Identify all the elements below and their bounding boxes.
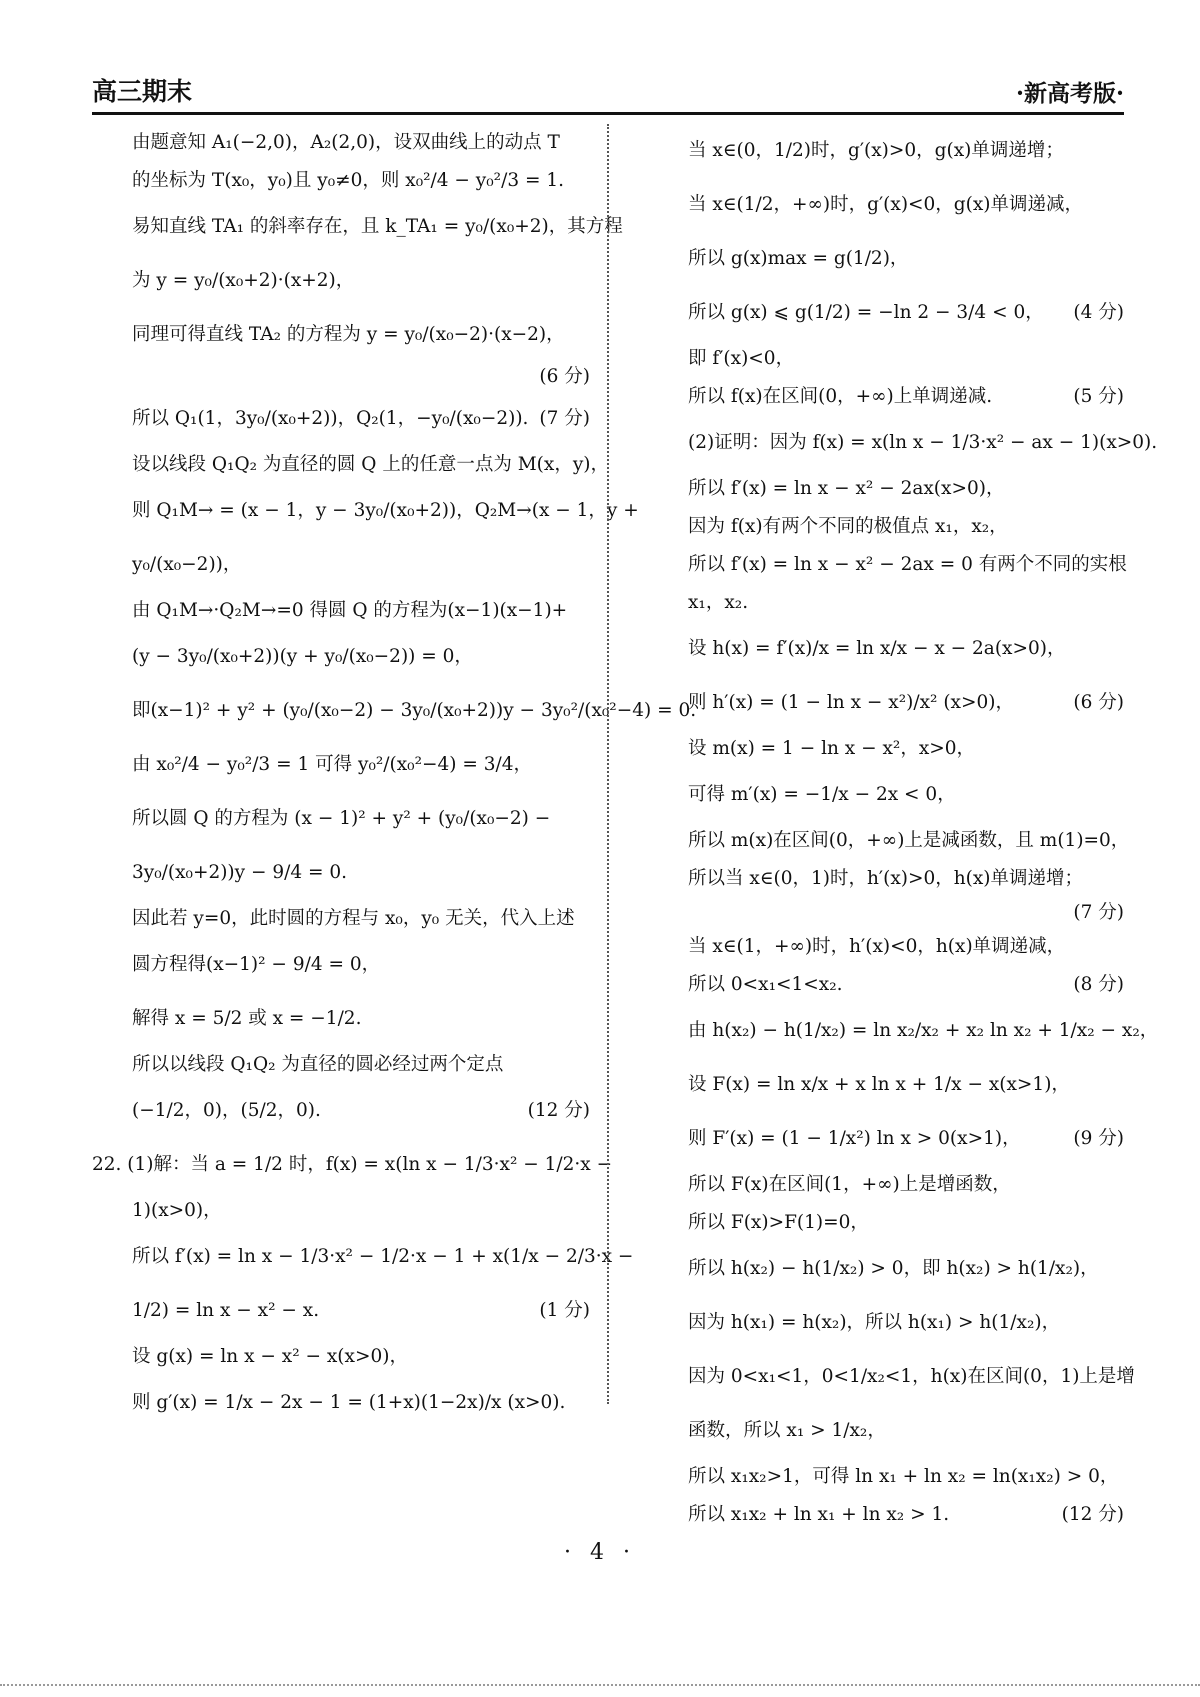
solution-line: [92, 362, 590, 392]
solution-line: [92, 484, 639, 538]
line-text: 1/2) = ln x − x² − x.: [132, 1300, 320, 1321]
solution-line: [648, 470, 1124, 508]
solution-line: [648, 1004, 1159, 1058]
score-mark: (7 分): [1073, 902, 1124, 923]
score-mark: (6 分): [539, 366, 590, 387]
solution-line: [92, 1192, 590, 1230]
line-text: 则 g′(x) = 1/x − 2x − 1 = (1+x)(1−2x)/x (x>0).: [132, 1392, 566, 1413]
line-text: 所以圆 Q 的方程为 (x − 1)² + y² + (y₀/(x₀−2) −: [132, 808, 551, 829]
solution-line: [92, 592, 590, 630]
solution-line: [648, 928, 1124, 966]
solution-line: [648, 966, 1124, 1004]
line-text: 设 F(x) = ln x/x + x ln x + 1/x − x(x>1)，: [688, 1074, 1070, 1095]
solution-line: [648, 1242, 1124, 1296]
solution-line: [92, 1084, 590, 1138]
line-text: 由 x₀²/4 − y₀²/3 = 1 可得 y₀²/(x₀²−4) = 3/4，: [132, 754, 533, 775]
line-text: 所以 h(x₂) − h(1/x₂) > 0，即 h(x₂) > h(1/x₂)，: [688, 1258, 1099, 1279]
solution-line: [648, 1166, 1124, 1204]
line-text: 因为 h(x₁) = h(x₂)，所以 h(x₁) > h(1/x₂)，: [688, 1312, 1061, 1333]
solution-line: [648, 898, 1124, 928]
solution-line: [648, 286, 1124, 340]
line-text: 所以 F(x)>F(1)=0，: [688, 1212, 869, 1233]
line-text: y₀/(x₀−2))，: [132, 554, 242, 575]
solution-line: [648, 1058, 1124, 1112]
page-number: · 4 ·: [564, 1540, 636, 1565]
line-text: 即(x−1)² + y² + (y₀/(x₀−2) − 3y₀/(x₀+2))y − 3y₀²/(x₀²−4) = 0.: [132, 700, 697, 721]
line-text: 因为 0<x₁<1，0<1/x₂<1，h(x)在区间(0，1)上是增: [688, 1366, 1135, 1387]
solution-line: [648, 124, 1124, 178]
line-text: 所以 x₁x₂>1，可得 ln x₁ + ln x₂ = ln(x₁x₂) > 0，: [688, 1466, 1119, 1487]
line-text: 由题意知 A₁(−2,0)，A₂(2,0)，设双曲线上的动点 T: [132, 132, 560, 153]
line-text: 所以 Q₁(1，3y₀/(x₀+2))，Q₂(1，−y₀/(x₀−2)).: [132, 408, 529, 429]
solution-line: [92, 392, 590, 446]
solution-line: [92, 630, 590, 684]
line-text: 所以 g(x)max = g(1/2)，: [688, 248, 909, 269]
line-text: 因此若 y=0，此时圆的方程与 x₀，y₀ 无关，代入上述: [132, 908, 575, 929]
line-text: 当 x∈(1/2，+∞)时，g′(x)<0，g(x)单调递减，: [688, 194, 1084, 215]
solution-line: [92, 846, 590, 900]
line-text: 易知直线 TA₁ 的斜率存在，且 k_TA₁ = y₀/(x₀+2)，其方程: [132, 216, 623, 237]
score-mark: (7 分): [539, 408, 590, 429]
score-mark: (9 分): [1073, 1128, 1124, 1149]
solution-line: [648, 584, 1124, 622]
line-text: 圆方程得(x−1)² − 9/4 = 0，: [132, 954, 381, 975]
line-text: 即 f′(x)<0，: [688, 348, 795, 369]
solution-line: [648, 622, 1124, 676]
line-text: 由 h(x₂) − h(1/x₂) = ln x₂/x₂ + x₂ ln x₂ + 1/x₂ − x₂，: [688, 1020, 1159, 1041]
line-text: 所以 x₁x₂ + ln x₁ + ln x₂ > 1.: [688, 1504, 950, 1525]
solution-line: [92, 938, 590, 992]
line-text: 则 h′(x) = (1 − ln x − x²)/x² (x>0)，: [688, 692, 1014, 713]
solution-line: [92, 1138, 613, 1192]
line-text: 当 x∈(0，1/2)时，g′(x)>0，g(x)单调递增；: [688, 140, 1064, 161]
solution-line: [92, 308, 590, 362]
solution-line: [648, 1350, 1135, 1404]
header-title: 高三期末: [92, 77, 193, 106]
score-mark: (5 分): [1073, 386, 1124, 407]
solution-line: [648, 1496, 1124, 1534]
solution-line: [92, 1284, 590, 1338]
line-text: 设 m(x) = 1 − ln x − x²，x>0，: [688, 738, 976, 759]
bottom-dotted-rule: [0, 1684, 1200, 1686]
solution-line: [92, 900, 590, 938]
line-text: 设 h(x) = f′(x)/x = ln x/x − x − 2a(x>0)，: [688, 638, 1066, 659]
line-text: 所以 f′(x) = ln x − 1/3·x² − 1/2·x − 1 + x(1/x − 2/3·x −: [132, 1246, 634, 1267]
line-text: 所以 f′(x) = ln x − x² − 2ax(x>0)，: [688, 478, 1005, 499]
solution-line: [648, 860, 1124, 898]
solution-line: [648, 768, 1124, 822]
line-text: 设 g(x) = ln x − x² − x(x>0)，: [132, 1346, 408, 1367]
solution-line: [648, 178, 1124, 232]
line-text: 所以 f′(x) = ln x − x² − 2ax = 0 有两个不同的实根: [688, 554, 1127, 575]
line-text: 解得 x = 5/2 或 x = −1/2.: [132, 1008, 362, 1029]
line-text: 所以 f(x)在区间(0，+∞)上单调递减.: [688, 386, 993, 407]
line-text: 因为 f(x)有两个不同的极值点 x₁，x₂，: [688, 516, 1008, 537]
line-text: 可得 m′(x) = −1/x − 2x < 0，: [688, 784, 956, 805]
solution-line: [648, 378, 1124, 416]
solution-line: [92, 254, 590, 308]
line-text: 1)(x>0)，: [132, 1200, 222, 1221]
column-divider: [607, 124, 609, 1404]
line-text: 所以以线段 Q₁Q₂ 为直径的圆必经过两个定点: [132, 1054, 504, 1075]
score-mark: (12 分): [527, 1100, 590, 1121]
solution-line: [648, 508, 1124, 546]
left-column: [92, 124, 697, 1413]
line-text: 22. (1)解：当 a = 1/2 时，f(x) = x(ln x − 1/3·x² − 1/2·x −: [92, 1154, 613, 1175]
solution-line: [92, 162, 590, 200]
line-text: (y − 3y₀/(x₀+2))(y + y₀/(x₀−2)) = 0，: [132, 646, 473, 667]
line-text: 所以 m(x)在区间(0，+∞)上是减函数，且 m(1)=0，: [688, 830, 1130, 851]
solution-line: [92, 738, 590, 792]
line-text: 由 Q₁M→·Q₂M→=0 得圆 Q 的方程为(x−1)(x−1)+: [132, 600, 568, 621]
score-mark: (8 分): [1073, 974, 1124, 995]
solution-line: [648, 1458, 1124, 1496]
line-text: (−1/2，0)，(5/2，0).: [132, 1100, 321, 1121]
solution-line: [92, 200, 623, 254]
solution-line: [648, 822, 1130, 860]
solution-line: [92, 538, 590, 592]
score-mark: (6 分): [1073, 692, 1124, 713]
line-text: 设以线段 Q₁Q₂ 为直径的圆 Q 上的任意一点为 M(x，y)，: [132, 454, 609, 475]
line-text: 的坐标为 T(x₀，y₀)且 y₀≠0，则 x₀²/4 − y₀²/3 = 1.: [132, 170, 565, 191]
solution-line: [92, 1338, 590, 1376]
solution-line: [92, 1376, 590, 1430]
line-text: 函数，所以 x₁ > 1/x₂，: [688, 1420, 886, 1441]
line-text: 则 Q₁M→ = (x − 1，y − 3y₀/(x₀+2))，Q₂M→(x − 1，y +: [132, 500, 639, 521]
solution-line: [648, 1404, 1124, 1458]
solution-line: [92, 1230, 634, 1284]
solution-line: [648, 416, 1158, 470]
solution-line: [92, 992, 590, 1046]
line-text: 同理可得直线 TA₂ 的方程为 y = y₀/(x₀−2)·(x−2)，: [132, 324, 565, 345]
line-text: 所以 g(x) ⩽ g(1/2) = −ln 2 − 3/4 < 0，: [688, 302, 1044, 323]
solution-line: [648, 340, 1124, 378]
solution-line: [648, 232, 1124, 286]
line-text: 3y₀/(x₀+2))y − 9/4 = 0.: [132, 862, 348, 883]
solution-line: [648, 546, 1127, 584]
page-header: [92, 77, 1124, 115]
solution-line: [648, 1112, 1124, 1166]
line-text: 当 x∈(1，+∞)时，h′(x)<0，h(x)单调递减，: [688, 936, 1066, 957]
score-mark: (12 分): [1061, 1504, 1124, 1525]
line-text: 所以 F(x)在区间(1，+∞)上是增函数，: [688, 1174, 1011, 1195]
header-edition: ·新高考版·: [1015, 80, 1124, 107]
right-column: [648, 124, 1159, 1525]
score-mark: (1 分): [539, 1300, 590, 1321]
solution-line: [648, 1204, 1124, 1242]
solution-line: [648, 1296, 1124, 1350]
solution-line: [92, 792, 590, 846]
line-text: 所以 0<x₁<1<x₂.: [688, 974, 843, 995]
solution-line: [648, 676, 1124, 730]
score-mark: (4 分): [1073, 302, 1124, 323]
solution-line: [92, 124, 590, 162]
solution-line: [92, 684, 697, 738]
solution-line: [92, 446, 609, 484]
line-text: (2)证明：因为 f(x) = x(ln x − 1/3·x² − ax − 1)(x>0).: [688, 432, 1158, 453]
line-text: x₁，x₂.: [688, 592, 749, 613]
solution-line: [648, 730, 1124, 768]
line-text: 为 y = y₀/(x₀+2)·(x+2)，: [132, 270, 355, 291]
line-text: 所以当 x∈(0，1)时，h′(x)>0，h(x)单调递增；: [688, 868, 1084, 889]
line-text: 则 F′(x) = (1 − 1/x²) ln x > 0(x>1)，: [688, 1128, 1021, 1149]
solution-line: [92, 1046, 590, 1084]
